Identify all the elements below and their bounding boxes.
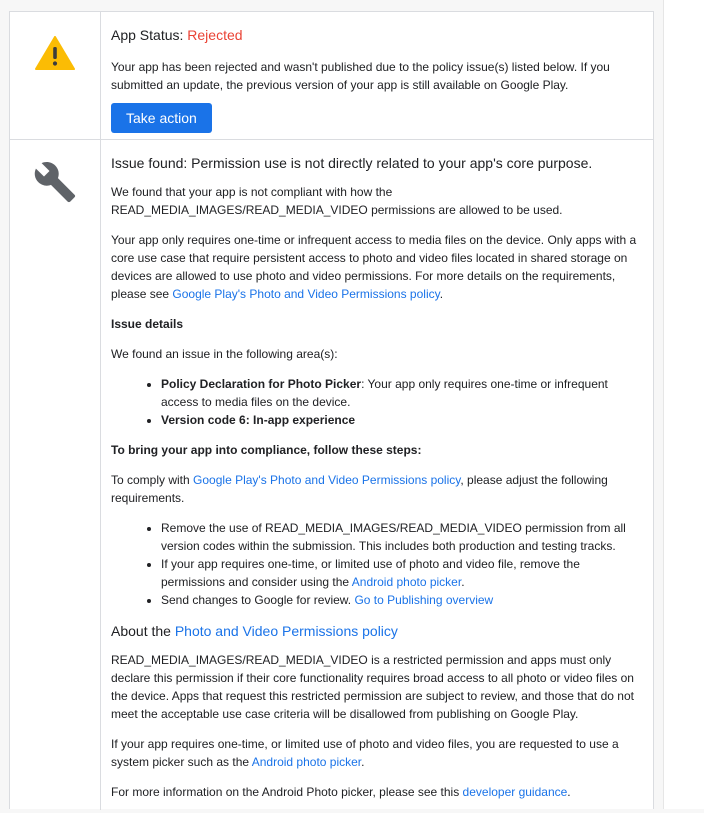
about-description: READ_MEDIA_IMAGES/READ_MEDIA_VIDEO is a restricted permission and apps must only declare this permission if their core functionality requires broad access to all photo or video files on the device. Apps that request this restricted permission are subject to review, and those that do not meet the acceptable use case criteria will be disallowed from publishing on Google Play. [111,653,634,721]
right-panel-edge [663,0,704,809]
developer-guidance-link[interactable]: developer guidance [462,785,568,799]
android-photo-picker-link-2[interactable]: Android photo picker [251,755,362,769]
step3-text: Send changes to Google for review. [161,593,352,607]
area-policy-declaration: Policy Declaration for Photo Picker [161,377,362,391]
status-content [101,12,653,139]
list-item: • If your app requires one-time, or limited use of photo and video file, remove the permissions and consider using the Android photo picker. [161,555,643,591]
publishing-overview-link[interactable]: Go to Publishing overview [354,593,494,607]
status-badge: Rejected [187,27,243,43]
wrench-icon [33,160,77,204]
take-action-button[interactable]: Take action [111,103,212,133]
list-item [161,591,643,609]
comply-instructions [111,471,643,507]
issue-explanation: Your app only requires one-time or infrequent access to media files on the device. Only apps with a core use case that require persistent access to photo and video files located in shared storage on devices are allowed to use photo and video permissions. For more details on the requirements, please see Google Play's Photo and Video Permissions policy. [111,233,637,301]
policy-issue-card [9,11,654,809]
issue-details-heading-text: Issue details [111,317,184,331]
android-photo-picker-link[interactable]: Android photo picker [351,575,462,589]
step2-text: If your app requires one-time, or limited use of photo and video file, remove the permissions and consider using the [161,557,580,589]
issue-content [101,140,653,813]
app-status-heading [111,25,643,45]
area-version-code: Version code 6: In-app experience [161,413,356,427]
compliance-heading-text: To bring your app into compliance, follow these steps: [111,443,422,457]
comply-prefix: To comply with [111,473,190,487]
about-prefix: About the [111,623,171,639]
issue-icon-cell [10,140,101,810]
about-heading [111,621,643,641]
developer-guidance-note: For more information on the Android Photo picker, please see this developer guidance. [111,785,571,799]
about-policy-link[interactable]: Photo and Video Permissions policy [174,623,398,639]
comply-suffix: , please adjust the following requirements. [111,473,608,505]
issue-details-intro: We found an issue in the following area(s): [111,347,338,361]
compliance-steps-list [111,519,643,609]
status-icon-cell [10,12,101,139]
compliance-heading [111,441,643,459]
system-picker-note: If your app requires one-time, or limited use of photo and video files, you are requested to use a system picker such as the Android photo picker. [111,737,619,769]
area-policy-declaration-text: : Your app only requires one-time or infrequent access to media files on the device. [161,377,608,409]
status-row [10,12,653,140]
issue-summary: We found that your app is not compliant with how the READ_MEDIA_IMAGES/READ_MEDIA_VIDEO permissions are allowed to be used. [111,185,563,217]
issue-title: Issue found: Permission use is not directly related to your app's core purpose. [111,155,593,171]
issue-details-heading [111,315,643,333]
issue-row [10,140,653,813]
warning-icon [35,36,75,70]
status-description: Your app has been rejected and wasn't published due to the policy issue(s) listed below. If you submitted an update, the previous version of your app is still available on Google Play. [111,60,610,92]
system-picker-text: If your app requires one-time, or limited use of photo and video files, you are requested to use a system picker such as the [111,737,619,769]
developer-guidance-text: For more information on the Android Photo picker, please see this [111,785,460,799]
comply-policy-link[interactable]: Google Play's Photo and Video Permissions policy [193,473,461,487]
list-item [161,411,643,429]
photo-video-policy-link[interactable]: Google Play's Photo and Video Permissions policy [172,287,440,301]
app-status-label: App Status: [111,27,184,43]
issue-explanation-text: Your app only requires one-time or infrequent access to media files on the device. Only apps with a core use case that require persistent access to photo and video files located in shared storage on devices are allowed to use photo and video permissions. For more details on the requirements, please see [111,233,637,301]
list-item [161,375,643,411]
issue-areas-list [111,375,643,429]
list-item: • Remove the use of READ_MEDIA_IMAGES/READ_MEDIA_VIDEO permission from all version codes within the submission. This includes both production and testing tracks. [161,519,643,555]
